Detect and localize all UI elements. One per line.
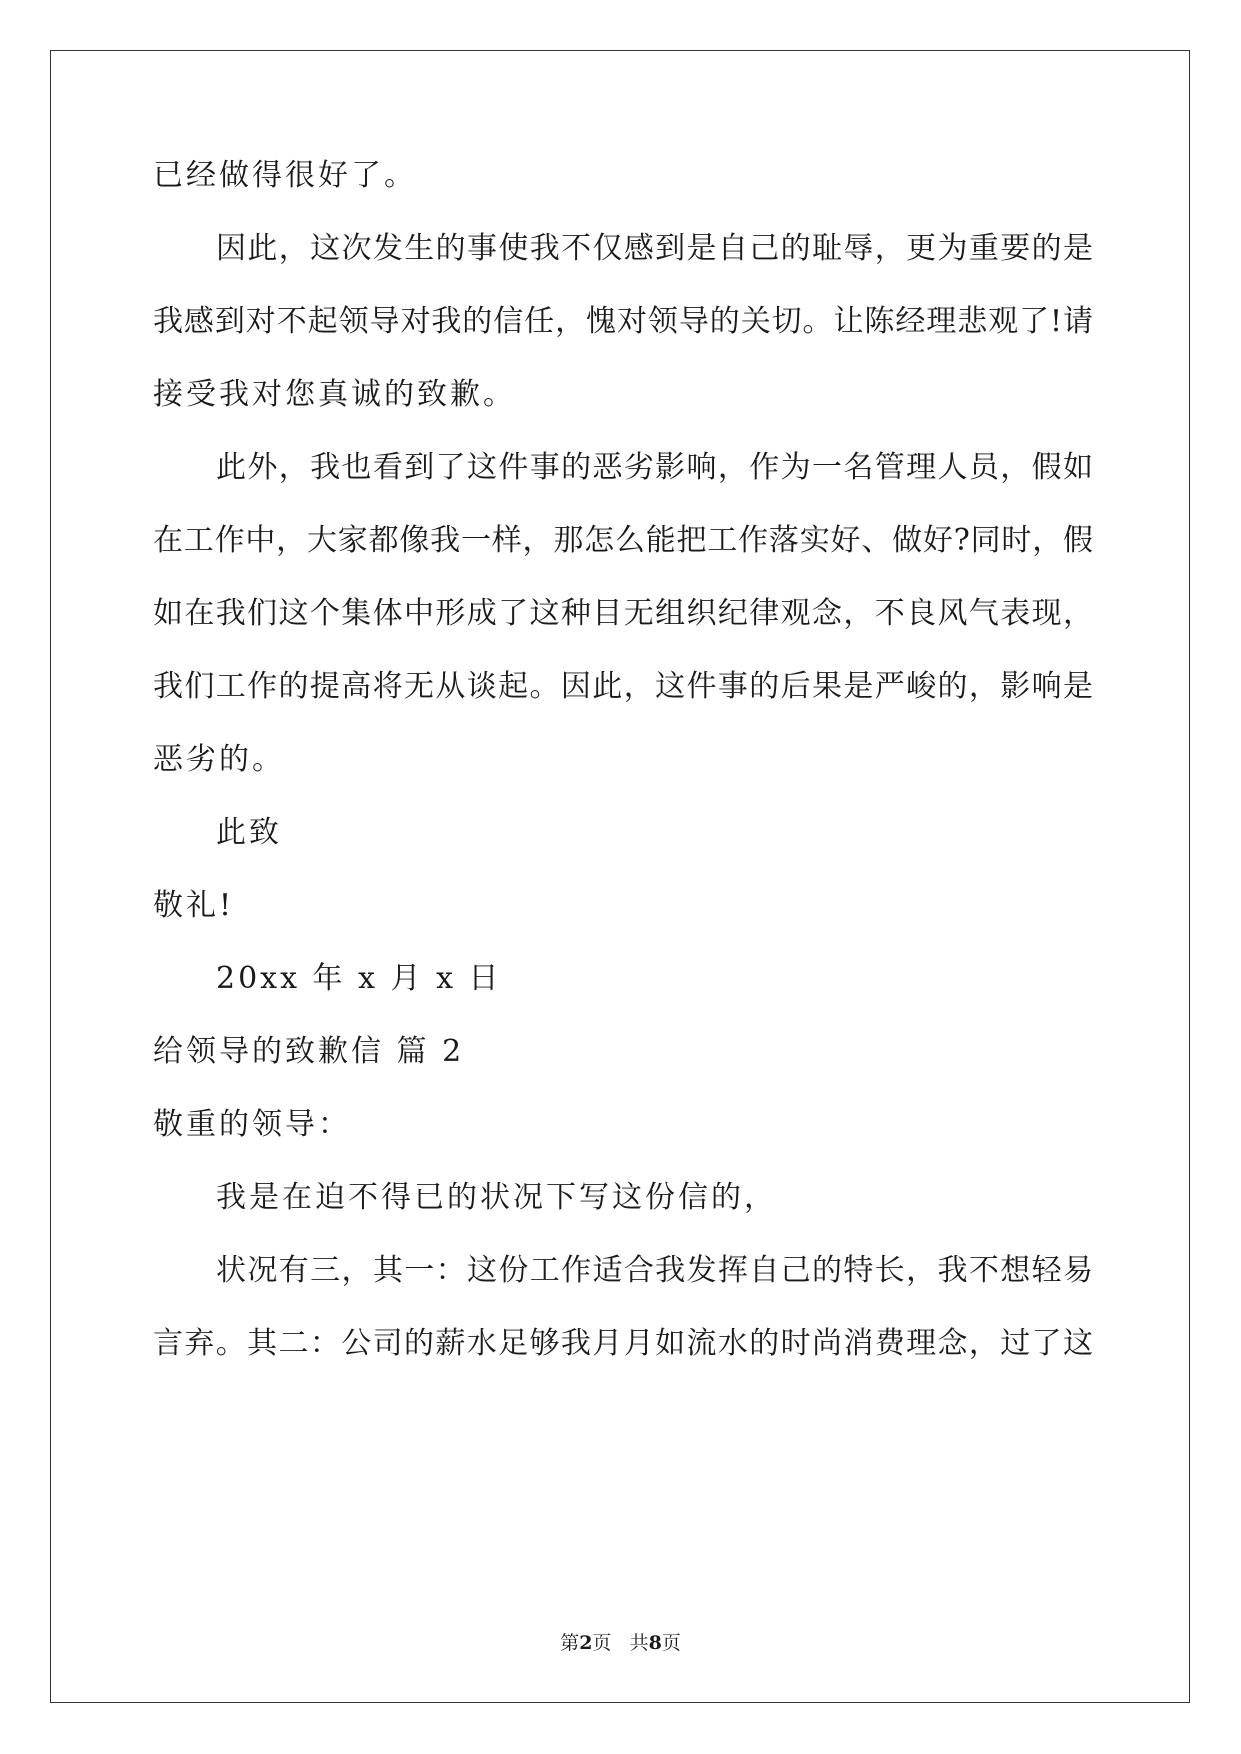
page-prefix: 第 — [560, 1632, 580, 1654]
date-line: 20xx 年 x 月 x 日 — [216, 961, 502, 996]
greeting-line: 敬重的领导： — [153, 1107, 351, 1142]
paragraph-line: 状况有三，其一：这份工作适合我发挥自己的特长，我不想轻易 — [216, 1253, 1093, 1288]
paragraph-line: 恶劣的。 — [153, 742, 285, 777]
closing-line: 此致 — [216, 815, 282, 850]
current-page-number: 2 — [579, 1632, 593, 1654]
page-border — [50, 50, 1190, 1703]
paragraph-line: 因此，这次发生的事使我不仅感到是自己的耻辱，更为重要的是 — [216, 231, 1093, 266]
total-suffix: 页 — [661, 1632, 681, 1654]
paragraph-line: 我们工作的提高将无从谈起。因此，这件事的后果是严峻的，影响是 — [153, 669, 1093, 704]
paragraph-line: 我感到对不起领导对我的信任，愧对领导的关切。让陈经理悲观了!请 — [153, 304, 1093, 339]
section-heading: 给领导的致歉信 篇 2 — [153, 1034, 465, 1069]
paragraph-line: 言弃。其二：公司的薪水足够我月月如流水的时尚消费理念，过了这 — [153, 1326, 1093, 1361]
total-prefix: 共 — [629, 1632, 649, 1654]
total-page-number: 8 — [648, 1632, 662, 1654]
paragraph-line: 已经做得很好了。 — [153, 158, 417, 193]
salutation-line: 敬礼! — [153, 888, 235, 923]
page-number-footer — [0, 1631, 1241, 1655]
paragraph-line: 此外，我也看到了这件事的恶劣影响，作为一名管理人员，假如 — [216, 450, 1093, 485]
page-suffix: 页 — [592, 1632, 612, 1654]
paragraph-line: 我是在迫不得已的状况下写这份信的， — [216, 1180, 777, 1215]
paragraph-line: 接受我对您真诚的致歉。 — [153, 377, 516, 412]
paragraph-line: 在工作中，大家都像我一样，那怎么能把工作落实好、做好?同时，假 — [153, 523, 1093, 558]
paragraph-line: 如在我们这个集体中形成了这种目无组织纪律观念，不良风气表现， — [153, 596, 1093, 631]
